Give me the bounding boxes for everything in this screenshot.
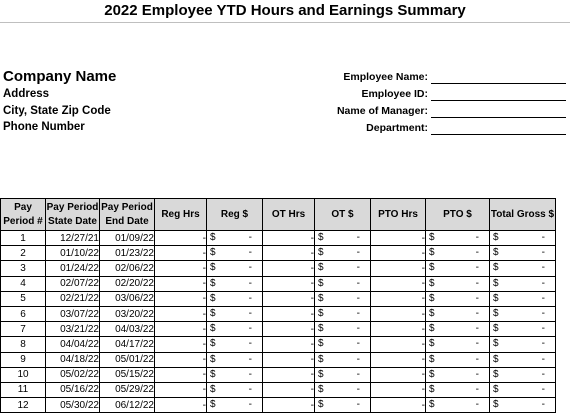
ot-dollars-cell[interactable] (315, 306, 371, 321)
pto-hrs-cell[interactable]: - (371, 306, 426, 321)
employee-info (300, 70, 568, 138)
amount-value: - (541, 247, 545, 259)
currency-symbol: $ (493, 383, 499, 395)
department-row (300, 121, 568, 138)
table-row (1, 246, 556, 261)
pto-hrs-cell[interactable]: - (371, 398, 426, 413)
pto-dollars-cell[interactable] (426, 261, 490, 276)
amount-value: - (356, 399, 360, 411)
amount-value: - (248, 307, 252, 319)
total-gross-cell[interactable] (490, 291, 556, 306)
end-date-cell[interactable]: 01/09/22 (100, 231, 155, 246)
start-date-cell[interactable]: 12/27/21 (46, 231, 100, 246)
col-header-pto-hrs[interactable]: PTO Hrs (371, 199, 426, 231)
total-gross-cell[interactable] (490, 352, 556, 367)
amount-value: - (475, 292, 479, 304)
amount-value: - (541, 292, 545, 304)
end-date-cell[interactable]: 05/29/22 (100, 382, 155, 397)
end-date-cell[interactable]: 01/23/22 (100, 246, 155, 261)
currency-symbol: $ (210, 247, 216, 259)
start-date-cell[interactable]: 03/21/22 (46, 322, 100, 337)
end-date-cell[interactable]: 02/06/22 (100, 261, 155, 276)
amount-value: - (541, 383, 545, 395)
table-body (1, 231, 556, 413)
reg-dollars-cell[interactable] (207, 398, 263, 413)
amount-value: - (356, 307, 360, 319)
pay-period-cell[interactable]: 12 (1, 398, 46, 413)
amount-value: - (356, 277, 360, 289)
ot-hrs-cell[interactable]: - (263, 291, 315, 306)
reg-hrs-cell[interactable]: - (155, 322, 207, 337)
table-row (1, 291, 556, 306)
pay-period-cell[interactable]: 11 (1, 382, 46, 397)
reg-hrs-cell[interactable]: - (155, 246, 207, 261)
start-date-cell[interactable]: 05/02/22 (46, 367, 100, 382)
reg-dollars-cell[interactable] (207, 291, 263, 306)
ot-hrs-cell[interactable]: - (263, 367, 315, 382)
amount-value: - (541, 307, 545, 319)
amount-value: - (541, 353, 545, 365)
currency-symbol: $ (318, 323, 324, 335)
total-gross-cell[interactable] (490, 231, 556, 246)
manager-name-row (300, 104, 568, 121)
ytd-hours-earnings-table (0, 198, 556, 413)
pay-period-cell[interactable]: 10 (1, 367, 46, 382)
pay-period-cell[interactable]: 4 (1, 276, 46, 291)
currency-symbol: $ (210, 399, 216, 411)
amount-value: - (475, 247, 479, 259)
amount-value: - (356, 353, 360, 365)
employee-id-field[interactable] (431, 100, 566, 101)
pay-period-cell[interactable]: 3 (1, 261, 46, 276)
amount-value: - (541, 262, 545, 274)
company-city-state-zip[interactable]: City, State Zip Code (3, 104, 111, 117)
amount-value: - (541, 323, 545, 335)
end-date-cell[interactable]: 04/17/22 (100, 337, 155, 352)
reg-hrs-cell[interactable]: - (155, 291, 207, 306)
amount-value: - (475, 323, 479, 335)
amount-value: - (356, 262, 360, 274)
start-date-cell[interactable]: 04/04/22 (46, 337, 100, 352)
reg-hrs-cell[interactable]: - (155, 276, 207, 291)
reg-hrs-cell[interactable]: - (155, 367, 207, 382)
currency-symbol: $ (318, 383, 324, 395)
ot-hrs-cell[interactable]: - (263, 261, 315, 276)
table-row (1, 261, 556, 276)
total-gross-cell[interactable] (490, 337, 556, 352)
currency-symbol: $ (210, 262, 216, 274)
ot-dollars-cell[interactable] (315, 322, 371, 337)
ot-hrs-cell[interactable]: - (263, 306, 315, 321)
company-phone[interactable]: Phone Number (3, 121, 85, 133)
reg-dollars-cell[interactable] (207, 246, 263, 261)
reg-dollars-cell[interactable] (207, 231, 263, 246)
amount-value: - (356, 368, 360, 380)
pto-dollars-cell[interactable] (426, 322, 490, 337)
currency-symbol: $ (493, 232, 499, 243)
end-date-cell[interactable]: 03/20/22 (100, 306, 155, 321)
currency-symbol: $ (493, 307, 499, 319)
amount-value: - (541, 368, 545, 380)
pto-dollars-cell[interactable] (426, 291, 490, 306)
end-date-cell[interactable]: 04/03/22 (100, 322, 155, 337)
ot-dollars-cell[interactable] (315, 352, 371, 367)
table-row (1, 367, 556, 382)
currency-symbol: $ (318, 292, 324, 304)
amount-value: - (541, 277, 545, 289)
currency-symbol: $ (493, 399, 499, 411)
table-row (1, 382, 556, 397)
total-gross-cell[interactable] (490, 382, 556, 397)
end-date-cell[interactable]: 06/12/22 (100, 398, 155, 413)
start-date-cell[interactable]: 04/18/22 (46, 352, 100, 367)
col-header-total-gross[interactable]: Total Gross $ (490, 199, 556, 231)
amount-value: - (248, 247, 252, 259)
company-name[interactable]: Company Name (3, 68, 117, 85)
reg-dollars-cell[interactable] (207, 382, 263, 397)
table-row (1, 322, 556, 337)
currency-symbol: $ (210, 338, 216, 350)
pto-dollars-cell[interactable] (426, 398, 490, 413)
amount-value: - (356, 292, 360, 304)
amount-value: - (248, 368, 252, 380)
pay-period-cell[interactable]: 2 (1, 246, 46, 261)
reg-hrs-cell[interactable]: - (155, 261, 207, 276)
currency-symbol: $ (429, 323, 435, 335)
ot-hrs-cell[interactable]: - (263, 398, 315, 413)
pay-period-cell[interactable]: 7 (1, 322, 46, 337)
start-date-cell[interactable]: 02/21/22 (46, 291, 100, 306)
reg-dollars-cell[interactable] (207, 352, 263, 367)
pto-hrs-cell[interactable]: - (371, 337, 426, 352)
amount-value: - (475, 307, 479, 319)
amount-value: - (475, 383, 479, 395)
currency-symbol: $ (429, 399, 435, 411)
ot-dollars-cell[interactable] (315, 367, 371, 382)
employee-id-label: Employee ID: (361, 88, 428, 100)
total-gross-cell[interactable] (490, 398, 556, 413)
amount-value: - (356, 383, 360, 395)
currency-symbol: $ (210, 383, 216, 395)
ot-hrs-cell[interactable]: - (263, 382, 315, 397)
employee-name-label: Employee Name: (343, 71, 428, 83)
pto-hrs-cell[interactable]: - (371, 246, 426, 261)
reg-dollars-cell[interactable] (207, 337, 263, 352)
currency-symbol: $ (318, 307, 324, 319)
currency-symbol: $ (210, 232, 216, 243)
reg-dollars-cell[interactable] (207, 261, 263, 276)
currency-symbol: $ (210, 307, 216, 319)
manager-name-label: Name of Manager: (336, 105, 428, 117)
end-date-cell[interactable]: 05/15/22 (100, 367, 155, 382)
department-field[interactable] (431, 134, 566, 135)
total-gross-cell[interactable] (490, 367, 556, 382)
pto-hrs-cell[interactable]: - (371, 276, 426, 291)
currency-symbol: $ (429, 262, 435, 274)
table-header-row (1, 199, 556, 231)
pay-period-cell[interactable]: 1 (1, 231, 46, 246)
currency-symbol: $ (493, 353, 499, 365)
currency-symbol: $ (210, 292, 216, 304)
reg-dollars-cell[interactable] (207, 276, 263, 291)
pto-dollars-cell[interactable] (426, 246, 490, 261)
ot-hrs-cell[interactable]: - (263, 231, 315, 246)
currency-symbol: $ (493, 292, 499, 304)
table-row (1, 231, 556, 246)
currency-symbol: $ (429, 277, 435, 289)
start-date-cell[interactable]: 05/30/22 (46, 398, 100, 413)
report-title: 2022 Employee YTD Hours and Earnings Summary (104, 2, 466, 19)
ot-dollars-cell[interactable] (315, 291, 371, 306)
col-header-ot-hrs[interactable]: OT Hrs (263, 199, 315, 231)
pto-hrs-cell[interactable]: - (371, 322, 426, 337)
pay-period-cell[interactable]: 5 (1, 291, 46, 306)
ot-dollars-cell[interactable] (315, 246, 371, 261)
col-header-pto-dollars[interactable]: PTO $ (426, 199, 490, 231)
ot-dollars-cell[interactable] (315, 276, 371, 291)
amount-value: - (356, 247, 360, 259)
end-date-cell[interactable]: 05/01/22 (100, 352, 155, 367)
pto-hrs-cell[interactable]: - (371, 261, 426, 276)
currency-symbol: $ (493, 277, 499, 289)
col-header-start-date[interactable]: Pay Period State Date (46, 199, 100, 231)
pto-hrs-cell[interactable]: - (371, 231, 426, 246)
reg-hrs-cell[interactable]: - (155, 398, 207, 413)
company-address[interactable]: Address (3, 88, 50, 100)
ot-hrs-cell[interactable]: - (263, 276, 315, 291)
department-label: Department: (366, 122, 428, 134)
pto-hrs-cell[interactable]: - (371, 382, 426, 397)
pto-dollars-cell[interactable] (426, 231, 490, 246)
reg-dollars-cell[interactable] (207, 306, 263, 321)
start-date-cell[interactable]: 01/24/22 (46, 261, 100, 276)
currency-symbol: $ (318, 338, 324, 350)
end-date-cell[interactable]: 02/20/22 (100, 276, 155, 291)
reg-hrs-cell[interactable]: - (155, 337, 207, 352)
currency-symbol: $ (493, 338, 499, 350)
currency-symbol: $ (429, 247, 435, 259)
total-gross-cell[interactable] (490, 322, 556, 337)
reg-hrs-cell[interactable]: - (155, 306, 207, 321)
amount-value: - (475, 399, 479, 411)
amount-value: - (541, 232, 545, 243)
currency-symbol: $ (493, 247, 499, 259)
amount-value: - (475, 338, 479, 350)
currency-symbol: $ (493, 262, 499, 274)
ot-dollars-cell[interactable] (315, 261, 371, 276)
currency-symbol: $ (318, 353, 324, 365)
amount-value: - (356, 323, 360, 335)
total-gross-cell[interactable] (490, 276, 556, 291)
col-header-reg-hrs[interactable]: Reg Hrs (155, 199, 207, 231)
table-row (1, 276, 556, 291)
employee-name-row (300, 70, 568, 87)
col-header-end-date[interactable]: Pay Period End Date (100, 199, 155, 231)
currency-symbol: $ (429, 307, 435, 319)
table-row (1, 398, 556, 413)
col-header-reg-dollars[interactable]: Reg $ (207, 199, 263, 231)
amount-value: - (475, 277, 479, 289)
currency-symbol: $ (318, 368, 324, 380)
pay-period-cell[interactable]: 8 (1, 337, 46, 352)
table-row (1, 337, 556, 352)
amount-value: - (356, 232, 360, 243)
currency-symbol: $ (429, 338, 435, 350)
currency-symbol: $ (318, 277, 324, 289)
amount-value: - (541, 338, 545, 350)
amount-value: - (248, 262, 252, 274)
currency-symbol: $ (429, 232, 435, 243)
amount-value: - (475, 262, 479, 274)
amount-value: - (248, 399, 252, 411)
reg-hrs-cell[interactable]: - (155, 231, 207, 246)
currency-symbol: $ (429, 353, 435, 365)
currency-symbol: $ (493, 323, 499, 335)
start-date-cell[interactable]: 03/07/22 (46, 306, 100, 321)
ot-hrs-cell[interactable]: - (263, 337, 315, 352)
pay-period-cell[interactable]: 9 (1, 352, 46, 367)
pto-dollars-cell[interactable] (426, 337, 490, 352)
pto-dollars-cell[interactable] (426, 306, 490, 321)
pto-dollars-cell[interactable] (426, 276, 490, 291)
total-gross-cell[interactable] (490, 306, 556, 321)
amount-value: - (248, 323, 252, 335)
currency-symbol: $ (429, 292, 435, 304)
col-header-pay-period[interactable]: Pay Period # (1, 199, 46, 231)
ot-hrs-cell[interactable]: - (263, 322, 315, 337)
reg-dollars-cell[interactable] (207, 367, 263, 382)
title-divider (0, 22, 570, 23)
col-header-ot-dollars[interactable]: OT $ (315, 199, 371, 231)
reg-hrs-cell[interactable]: - (155, 382, 207, 397)
company-info (3, 67, 116, 136)
currency-symbol: $ (318, 262, 324, 274)
employee-id-row (300, 87, 568, 104)
currency-symbol: $ (318, 247, 324, 259)
table-row (1, 352, 556, 367)
table-row (1, 306, 556, 321)
currency-symbol: $ (318, 232, 324, 243)
ot-dollars-cell[interactable] (315, 382, 371, 397)
amount-value: - (248, 277, 252, 289)
amount-value: - (248, 292, 252, 304)
start-date-cell[interactable]: 05/16/22 (46, 382, 100, 397)
pto-hrs-cell[interactable]: - (371, 367, 426, 382)
amount-value: - (356, 338, 360, 350)
currency-symbol: $ (493, 368, 499, 380)
ot-dollars-cell[interactable] (315, 398, 371, 413)
amount-value: - (475, 232, 479, 243)
amount-value: - (248, 383, 252, 395)
ot-hrs-cell[interactable]: - (263, 246, 315, 261)
currency-symbol: $ (429, 368, 435, 380)
reg-dollars-cell[interactable] (207, 322, 263, 337)
pto-dollars-cell[interactable] (426, 382, 490, 397)
employee-name-field[interactable] (431, 83, 566, 84)
ot-dollars-cell[interactable] (315, 337, 371, 352)
currency-symbol: $ (210, 323, 216, 335)
amount-value: - (475, 368, 479, 380)
amount-value: - (248, 338, 252, 350)
pto-dollars-cell[interactable] (426, 352, 490, 367)
currency-symbol: $ (210, 277, 216, 289)
pto-dollars-cell[interactable] (426, 367, 490, 382)
ot-dollars-cell[interactable] (315, 231, 371, 246)
pto-hrs-cell[interactable]: - (371, 352, 426, 367)
pto-hrs-cell[interactable]: - (371, 291, 426, 306)
total-gross-cell[interactable] (490, 246, 556, 261)
manager-name-field[interactable] (431, 117, 566, 118)
amount-value: - (475, 353, 479, 365)
amount-value: - (248, 353, 252, 365)
currency-symbol: $ (429, 383, 435, 395)
currency-symbol: $ (318, 399, 324, 411)
end-date-cell[interactable]: 03/06/22 (100, 291, 155, 306)
currency-symbol: $ (210, 353, 216, 365)
amount-value: - (541, 399, 545, 411)
amount-value: - (248, 232, 252, 243)
reg-hrs-cell[interactable]: - (155, 352, 207, 367)
currency-symbol: $ (210, 368, 216, 380)
total-gross-cell[interactable] (490, 261, 556, 276)
ot-hrs-cell[interactable]: - (263, 352, 315, 367)
start-date-cell[interactable]: 02/07/22 (46, 276, 100, 291)
start-date-cell[interactable]: 01/10/22 (46, 246, 100, 261)
pay-period-cell[interactable]: 6 (1, 306, 46, 321)
